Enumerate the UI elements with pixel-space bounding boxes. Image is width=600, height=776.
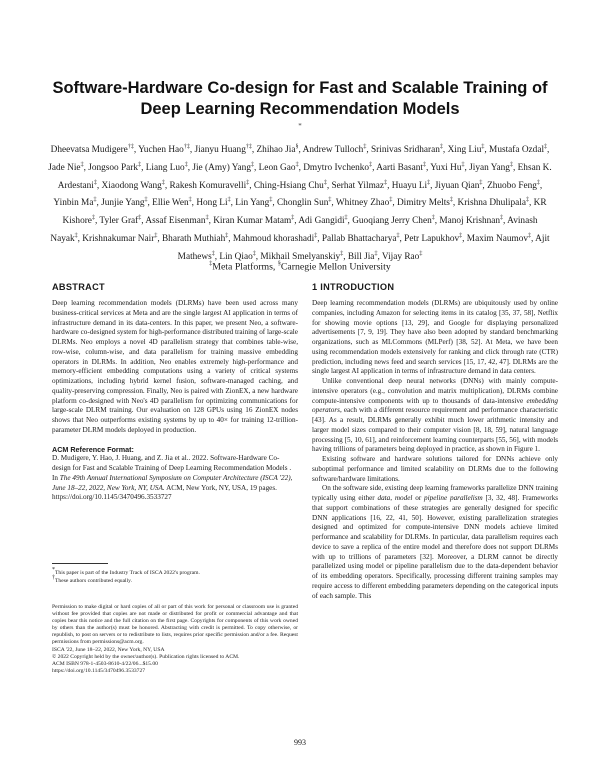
intro-paragraph: Deep learning recommendation models (DLRMs) are ubiquitously used by online companies, including Amazon for selecting items in its catalog [35, 37, 58], Netflix for showing movie options [13, 29], and Google for displaying personalized advertisements [7, 9, 19]. They have also been adopted by standard benchmarking organizations, such as MLCommons (MLPerf) [38, 52]. At Meta, we have been using recommendation models extensively for ranking and click through rate (CTR) prediction, including news feed and search services [15, 17, 42, 47]. DLRMs are the single largest AI application in terms of infrastructure demand in data centers. [312,299,558,376]
intro-paragraph: On the software side, existing deep learning frameworks parallelize DNN training typically using either data, model or pipeline parallelism [3, 32, 48]. Frameworks that support combinations of these strategies are generally designed for specific DNN applications [16, 22, 41, 50]. However, existing parallelization strategies designed and optimized for compute-intensive DNN models achieve limited performance and scalability for DLRMs. In particular, data parallelism requires each device to save a replica of the entire model and therefore does not support DLRMs with up to trillions of parameters [32]. Moreover, a DLRM cannot be directly parallelized using model or pipeline parallelism due to the data-dependent behavior of its embedding operators. Specifically, processing different training samples may require access to different embedding parameters depending on the categorical inputs of each sample. This [312,484,558,600]
abstract-heading: ABSTRACT [52,282,105,292]
page-number: 993 [294,738,306,747]
paper-title: Software-Hardware Co-design for Fast and Scalable Training of Deep Learning Recommendation Models [52,79,548,118]
permission-statement: Permission to make digital or hard copies of all or part of this work for personal or classroom use is granted without fee provided that copies are not made or distributed for profit or commercial advantage and that copies bear this notice and the full citation on the first page. Copyrights for components of this work owned by others than the author(s) must be honored. Abstracting with credit is permitted. To copy otherwise, or republish, to post on servers or to redistribute to lists, requires prior specific permission and/or a fee. Request permissions from permissions@acm.org. [52,604,298,646]
title-footnote-mark: * [298,122,302,130]
footnote-rule [52,563,108,564]
introduction-heading: 1 INTRODUCTION [312,282,395,292]
author-list: Dheevatsa Mudigere†‡, Yuchen Hao†‡, Jianyu Huang†‡, Zhihao Jia§, Andrew Tulloch‡, Srinivas Sridharan‡, Xing Liu‡, Mustafa Ozdal‡, Jade Nie‡, Jongsoo Park‡, Liang Luo‡, Jie (Amy) Yang‡, Leon Gao‡, Dmytro Ivchenko‡, Aarti Basant‡, Yuxi Hu‡, Jiyan Yang‡, Ehsan K. Ardestani‡, Xiaodong Wang‡, Rakesh Komuravelli‡, Ching-Hsiang Chu‡, Serhat Yilmaz‡, Huayu Li‡, Jiyuan Qian‡, Zhuobo Feng‡, Yinbin Ma‡, Junjie Yang‡, Ellie Wen‡, Hong Li‡, Lin Yang‡, Chonglin Sun‡, Whitney Zhao‡, Dimitry Melts‡, Krishna Dhulipala‡, KR Kishore‡, Tyler Graf‡, Assaf Eisenman‡, Kiran Kumar Matam‡, Adi Gangidi‡, Guoqiang Jerry Chen‡, Manoj Krishnan‡, Avinash Nayak‡, Krishnakumar Nair‡, Bharath Muthiah‡, Mahmoud khorashadi‡, Pallab Bhattacharya‡, Petr Lapukhov‡, Maxim Naumov‡, Ajit Mathews‡, Lin Qiao‡, Mikhail Smelyanskiy‡, Bill Jia‡, Vijay Rao‡ [48,144,552,262]
intro-paragraph: Unlike conventional deep neural networks (DNNs) with mainly compute-intensive operators (e.g., convolution and matrix multiplication), DLRMs combine compute-intensive components with up to thousands of data-intensive embedding operators, each with a different resource requirement and performance characteristic [43]. As a result, DLRMs generally exhibit much lower arithmetic intensity and larger model sizes compared to their computer vision [8, 18, 59], natural language processing [5, 10, 61], and reinforcement learning counterparts [55, 56], with models having trillions of parameters being deployed in practice, as shown in Figure 1. [312,377,558,454]
footnote-mark: † [52,575,55,581]
abstract-text: Deep learning recommendation models (DLRMs) have been used across many business-critical services at Meta and are the single largest AI application in terms of infrastructure demand in its data-centers. In this paper, we present Neo, a software-hardware co-designed system for high-performance distributed training of large-scale DLRMs. Neo employs a novel 4D parallelism strategy that combines table-wise, row-wise, column-wise, and data parallelism for training massive embedding operators in DLRMs. In addition, Neo enables extremely high-performance and memory-efficient embedding computations using a variety of critical systems optimizations, including hybrid kernel fusion, software-managed caching, and quality-preserving compression. Finally, Neo is paired with ZionEX, a new hardware platform co-designed with Neo's 4D parallelism for optimizing communications for large-scale DLRM training. Our evaluation on 128 GPUs using 16 ZionEX nodes shows that Neo outperforms existing systems by up to 40× for training 12-trillion-parameter DLRM models deployed in production. [52,299,298,434]
left-column [52,281,298,503]
footnote-text: These authors contributed equally. [55,577,132,584]
permission-block [52,604,298,675]
conference-line: ISCA '22, June 18–22, 2022, New York, NY, USA [52,646,165,653]
acm-reference-text: D. Mudigere, Y. Hao, J. Huang, and Z. Jia et al.. 2022. Software-Hardware Co-design for Fast and Scalable Training of Deep Learning Recommendation Models . In The 49th Annual International Symposium on Computer Architecture (ISCA '22), June 18–22, 2022, New York, NY, USA. ACM, New York, NY, USA, 19 pages. https://doi.org/10.1145/3470496.3533727 [52,454,293,502]
right-column [312,281,558,601]
affiliations: ‡Meta Platforms, §Carnegie Mellon University [209,261,391,273]
acm-reference-heading: ACM Reference Format: [52,444,134,454]
intro-paragraph: Existing software and hardware solutions tailored for DNNs achieve only suboptimal performance and limited scalability on DLRMs due to the following software/hardware limitations. [312,455,558,483]
footnote-equal-contribution [52,575,298,585]
copyright-line: © 2022 Copyright held by the owner/author(s). Publication rights licensed to ACM. [52,653,240,660]
doi-link[interactable]: https://doi.org/10.1145/3470496.3533727 [52,667,146,674]
footnote-mark: * [52,567,55,573]
isbn-line: ACM ISBN 978-1-4503-8610-4/22/06...$15.00 [52,660,158,667]
footnote-text: This paper is part of the Industry Track of ISCA 2022's program. [55,569,200,576]
